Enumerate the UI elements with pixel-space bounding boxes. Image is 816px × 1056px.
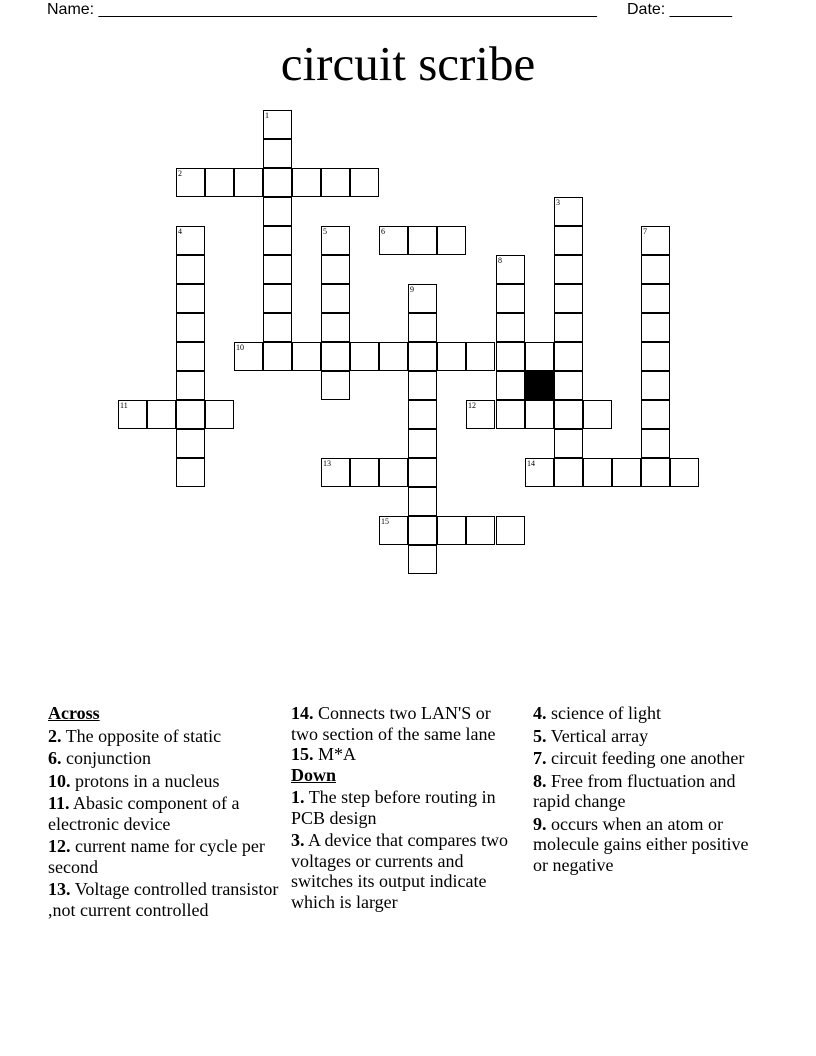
clue-text: Abasic component of a electronic device (48, 793, 240, 834)
crossword-cell-7[interactable] (641, 226, 670, 255)
clue-down-5 (533, 726, 759, 747)
crossword-cell[interactable] (321, 284, 350, 313)
crossword-cell[interactable] (292, 168, 321, 197)
cell-number: 7 (643, 227, 647, 236)
clue-number: 11. (48, 793, 70, 813)
clue-text: A device that compares two voltages or currents and switches its output indicate which is larger (291, 830, 508, 912)
crossword-cell[interactable] (205, 400, 234, 429)
cell-number: 15 (381, 517, 389, 526)
crossword-cell-14[interactable] (525, 458, 554, 487)
clue-text: M*A (318, 744, 357, 764)
crossword-cell[interactable] (641, 458, 670, 487)
crossword-cell-8[interactable] (496, 255, 525, 284)
crossword-cell[interactable] (263, 284, 292, 313)
clue-down-9 (533, 814, 759, 876)
crossword-cell[interactable] (496, 284, 525, 313)
cell-number: 1 (265, 111, 269, 120)
crossword-cell[interactable] (234, 168, 263, 197)
crossword-cell[interactable] (554, 458, 583, 487)
clue-number: 9. (533, 813, 547, 834)
crossword-cell[interactable] (641, 255, 670, 284)
crossword-cell[interactable] (176, 284, 205, 313)
crossword-cell[interactable] (496, 313, 525, 342)
cell-number: 3 (556, 198, 560, 207)
crossword-cell[interactable] (263, 255, 292, 284)
crossword-cell-15[interactable] (379, 516, 408, 545)
crossword-cell[interactable] (554, 313, 583, 342)
cell-number: 6 (381, 227, 385, 236)
crossword-cell[interactable] (263, 197, 292, 226)
crossword-cell[interactable] (408, 516, 437, 545)
clue-text: Connects two LAN'S or two section of the same lane (291, 703, 496, 744)
clue-number: 3. (291, 830, 305, 850)
crossword-cell-1[interactable] (263, 110, 292, 139)
crossword-cell[interactable] (379, 342, 408, 371)
crossword-cell[interactable] (292, 342, 321, 371)
clue-text: current name for cycle per second (48, 836, 265, 877)
clue-number: 15. (291, 744, 314, 764)
crossword-cell[interactable] (321, 168, 350, 197)
crossword-cell[interactable] (263, 226, 292, 255)
crossword-cell[interactable] (496, 371, 525, 400)
crossword-cell[interactable] (263, 139, 292, 168)
clue-down-1 (291, 787, 519, 828)
crossword-cell[interactable] (408, 400, 437, 429)
cell-number: 14 (527, 459, 535, 468)
clue-across-10 (48, 771, 280, 792)
crossword-cell[interactable] (525, 400, 554, 429)
clue-number: 1. (291, 787, 305, 807)
clue-down-3 (291, 830, 519, 912)
crossword-cell[interactable] (176, 342, 205, 371)
clue-text: occurs when an atom or molecule gains either positive or negative (533, 813, 749, 875)
crossword-cell[interactable] (612, 458, 641, 487)
page-title: circuit scribe (280, 36, 536, 91)
crossword-cell[interactable] (583, 458, 612, 487)
crossword-cell[interactable] (176, 255, 205, 284)
crossword-cell[interactable] (466, 342, 495, 371)
crossword-cell[interactable] (321, 342, 350, 371)
crossword-cell[interactable] (408, 342, 437, 371)
crossword-cell[interactable] (176, 313, 205, 342)
clue-number: 2. (48, 725, 62, 746)
date-field[interactable]: Date: _______ (627, 1, 732, 18)
crossword-cell[interactable] (379, 458, 408, 487)
crossword-cell[interactable] (437, 226, 466, 255)
crossword-cell-9[interactable] (408, 284, 437, 313)
crossword-cell[interactable] (670, 458, 699, 487)
clue-across-12 (48, 836, 280, 877)
clue-across-11 (48, 793, 280, 834)
clue-column-3 (533, 703, 759, 875)
crossword-cell[interactable] (408, 487, 437, 516)
clue-number: 14. (291, 703, 314, 723)
down-heading: Down (291, 764, 337, 785)
crossword-cell[interactable] (554, 284, 583, 313)
clue-number: 13. (48, 879, 71, 899)
cell-number: 4 (178, 227, 182, 236)
crossword-cell[interactable] (641, 313, 670, 342)
crossword-cell-6[interactable] (379, 226, 408, 255)
crossword-cell[interactable] (263, 342, 292, 371)
crossword-cell[interactable] (263, 168, 292, 197)
clue-across-6 (48, 748, 280, 769)
crossword-cell[interactable] (350, 168, 379, 197)
crossword-cell[interactable] (496, 516, 525, 545)
crossword-cell[interactable] (641, 400, 670, 429)
crossword-cell[interactable] (641, 284, 670, 313)
crossword-cell[interactable] (525, 342, 554, 371)
cell-number: 5 (323, 227, 327, 236)
crossword-cell[interactable] (554, 342, 583, 371)
crossword-cell[interactable] (641, 342, 670, 371)
crossword-cell[interactable] (437, 516, 466, 545)
clue-number: 4. (533, 703, 547, 723)
name-field[interactable]: Name: ________________________________________________________ (47, 1, 597, 18)
cell-number: 12 (468, 401, 476, 410)
clue-down-7 (533, 748, 759, 769)
crossword-cell[interactable] (176, 429, 205, 458)
crossword-cell[interactable] (350, 342, 379, 371)
clue-text: The step before routing in PCB design (291, 787, 496, 828)
clue-number: 6. (48, 748, 62, 768)
crossword-cell[interactable] (554, 371, 583, 400)
crossword-cell-10[interactable] (234, 342, 263, 371)
clue-text: Voltage controlled transistor ,not current controlled (48, 879, 279, 920)
crossword-cell[interactable] (321, 313, 350, 342)
clue-number: 5. (533, 725, 547, 746)
crossword-cell[interactable] (554, 400, 583, 429)
clue-number: 12. (48, 836, 71, 856)
clue-number: 10. (48, 770, 71, 791)
crossword-cell[interactable] (496, 342, 525, 371)
crossword-cell[interactable] (408, 313, 437, 342)
crossword-cell[interactable] (408, 458, 437, 487)
crossword-cell-12[interactable] (466, 400, 495, 429)
clue-text: Free from fluctuation and rapid change (533, 770, 736, 811)
clue-across-13 (48, 879, 280, 920)
clue-across-15 (291, 744, 519, 765)
crossword-cell[interactable] (641, 429, 670, 458)
crossword-cell-4[interactable] (176, 226, 205, 255)
cell-number: 8 (498, 256, 502, 265)
clue-number: 7. (533, 748, 547, 768)
crossword-cell[interactable] (496, 400, 525, 429)
clue-text: The opposite of static (65, 725, 222, 746)
across-heading: Across (48, 703, 100, 723)
clue-column-2 (291, 703, 519, 912)
crossword-cell[interactable] (350, 458, 379, 487)
crossword-cell[interactable] (437, 342, 466, 371)
clue-across-14 (291, 703, 519, 744)
crossword-cell-3[interactable] (554, 197, 583, 226)
clue-text: circuit feeding one another (551, 748, 745, 768)
crossword-cell[interactable] (583, 400, 612, 429)
crossword-cell-13[interactable] (321, 458, 350, 487)
clue-down-4 (533, 703, 759, 724)
clue-text: conjunction (66, 748, 151, 768)
crossword-cell[interactable] (321, 255, 350, 284)
blocked-cell (525, 371, 554, 400)
cell-number: 11 (120, 401, 128, 410)
clue-column-1 (48, 703, 280, 920)
crossword-cell[interactable] (408, 545, 437, 574)
clue-number: 8. (533, 770, 547, 791)
crossword-cell[interactable] (408, 429, 437, 458)
crossword-cell[interactable] (466, 516, 495, 545)
cell-number: 9 (410, 285, 414, 294)
crossword-cell-11[interactable] (118, 400, 147, 429)
clue-text: Vertical array (550, 725, 649, 746)
crossword-cell[interactable] (147, 400, 176, 429)
cell-number: 2 (178, 169, 182, 178)
crossword-cell[interactable] (641, 371, 670, 400)
crossword-cell[interactable] (205, 168, 234, 197)
crossword-cell[interactable] (554, 226, 583, 255)
crossword-cell[interactable] (263, 313, 292, 342)
cell-number: 13 (323, 459, 331, 468)
crossword-cell[interactable] (554, 255, 583, 284)
crossword-cell[interactable] (554, 429, 583, 458)
clue-down-8 (533, 771, 759, 812)
crossword-cell[interactable] (408, 371, 437, 400)
clue-text: protons in a nucleus (75, 770, 220, 791)
crossword-cell[interactable] (321, 371, 350, 400)
crossword-cell-5[interactable] (321, 226, 350, 255)
crossword-cell[interactable] (408, 226, 437, 255)
crossword-cell[interactable] (176, 458, 205, 487)
clue-across-2 (48, 726, 280, 747)
crossword-cell[interactable] (176, 400, 205, 429)
crossword-cell[interactable] (176, 371, 205, 400)
cell-number: 10 (236, 343, 244, 352)
clue-text: science of light (551, 703, 661, 723)
crossword-cell-2[interactable] (176, 168, 205, 197)
